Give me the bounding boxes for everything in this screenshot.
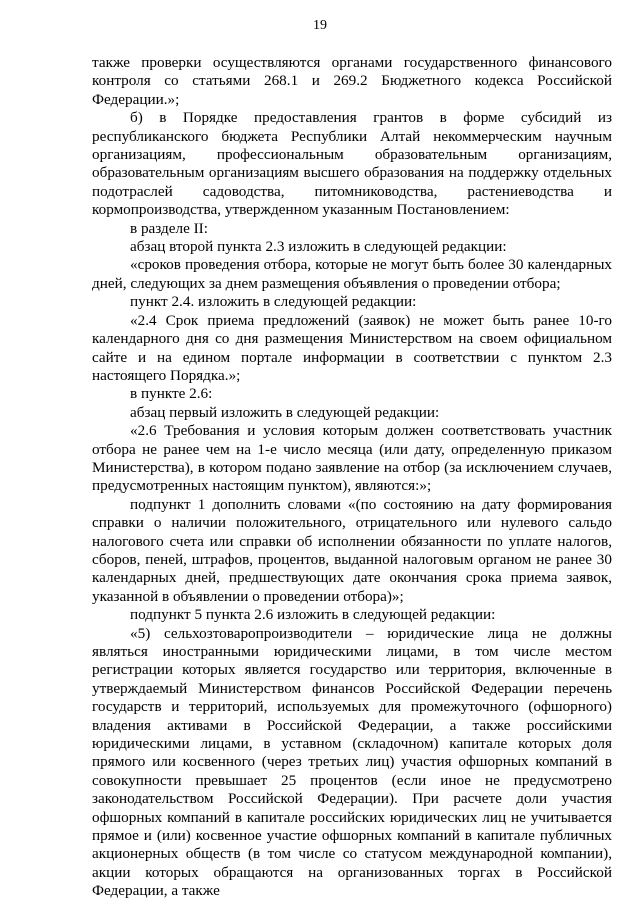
page-number: 19: [313, 18, 327, 33]
paragraph-2-4-text: «2.4 Срок приема предложений (заявок) не может быть ранее 10-го календарного дня со дня размещения Министерством на своем официальном сайте и на едином портале информации в соответствии с пунктом 2.3 настоящего Порядка.»;: [92, 311, 612, 384]
paragraph-2-6-intro: в пункте 2.6:: [130, 385, 213, 403]
paragraph-subitem-5-intro: подпункт 5 пункта 2.6 изложить в следующей редакции:: [130, 606, 496, 624]
paragraph-2-3-intro: абзац второй пункта 2.3 изложить в следующей редакции:: [130, 238, 507, 256]
paragraph-subitem-5-text: «5) сельхозтоваропроизводители – юридические лица не должны являться иностранными юридическими лицами, в том числе местом регистрации которых является государство или территория, включенные в утверждаемый Министерством финансов Российской Федерации перечень государств и территорий, используемых для промежуточного (офшорного) владения активами в Российской Федерации, а также российскими юридическими лицами, в уставном (складочном) капитале которых доля прямого или косвенного (через третьих лиц) участия офшорных компаний в совокупности превышает 25 процентов (если иное не предусмотрено законодательством Российской Федерации). При расчете доли участия офшорных компаний в капитале российских юридических лиц не учитывается прямое и (или) косвенное участие офшорных компаний в капитале публичных акционерных обществ (в том числе со статусом международной компании), акции которых обращаются на организованных торгах в Российской Федерации, а также: [92, 624, 612, 900]
paragraph-2-6-first-intro: абзац первый изложить в следующей редакции:: [130, 403, 440, 421]
paragraph-2-4-intro: пункт 2.4. изложить в следующей редакции:: [130, 293, 417, 311]
paragraph-2-3-text: «сроков проведения отбора, которые не могут быть более 30 календарных дней, следующих за днем размещения объявления о проведении отбора;: [92, 256, 612, 292]
paragraph-continuation: также проверки осуществляются органами государственного финансового контроля со статьями 268.1 и 269.2 Бюджетного кодекса Российской Федерации.»;: [92, 54, 612, 108]
paragraph-2-6-text: «2.6 Требования и условия которым должен соответствовать участник отбора не ранее чем на 1-е число месяца (или дату, определенную приказом Министерства), в котором подано заявление на отбор (за исключением случаев, предусмотренных настоящим пунктом), являются:»;: [92, 422, 612, 495]
paragraph-item-b: б) в Порядке предоставления грантов в форме субсидий из республиканского бюджета Республики Алтай некоммерческим научным организациям, профессиональным образовательным организациям, образовательным организациям высшего образования на поддержку отдельных подотраслей садоводства, питомниководства, растениеводства и кормопроизводства, утвержденном указанным Постановлением:: [92, 109, 612, 219]
document-body: [92, 54, 612, 901]
paragraph-subitem-1: подпункт 1 дополнить словами «(по состоянию на дату формирования справки о наличии положительного, отрицательного или нулевого сальдо налогового счета или справки об исполнении обязанности по уплате налогов, сборов, пеней, штрафов, процентов, выданной налоговым органом не ранее 30 календарных дней, предшествующих дате окончания срока приема заявок, указанной в объявлении о проведении отбора)»;: [92, 495, 612, 605]
paragraph-section-ii: в разделе II:: [130, 219, 208, 237]
